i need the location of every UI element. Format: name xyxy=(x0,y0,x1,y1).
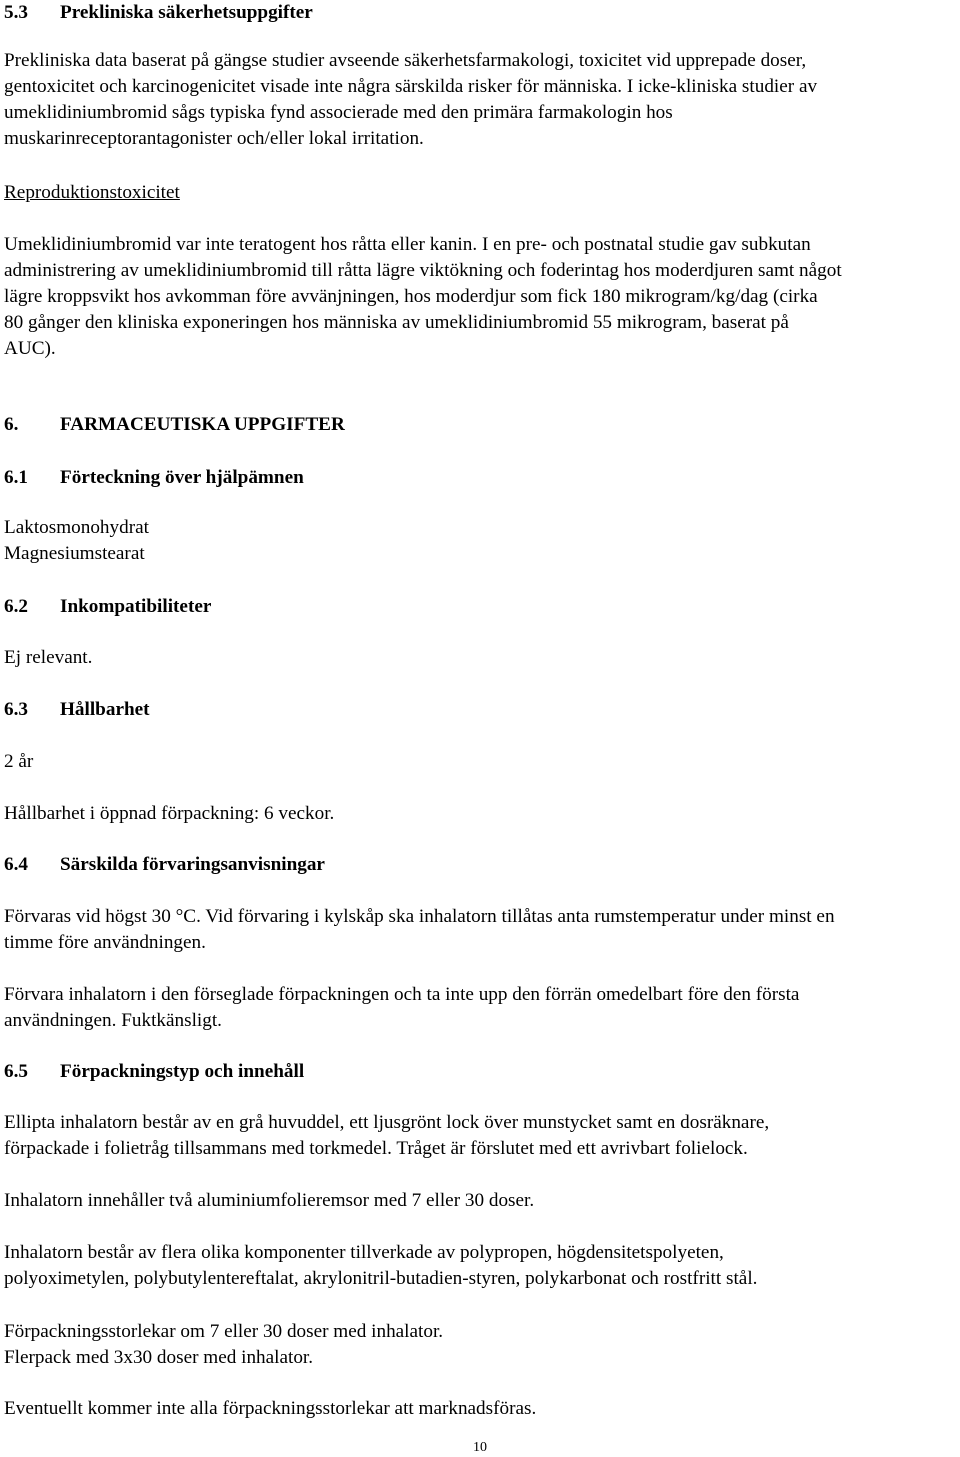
section-6-5-paragraph-4 xyxy=(4,1319,956,1371)
section-6-4-paragraph-1 xyxy=(4,904,956,956)
section-number: 6.2 xyxy=(4,596,28,617)
section-title: Inkompatibiliteter xyxy=(60,596,212,617)
text-line: administrering av umeklidiniumbromid till råtta lägre viktökning och foderintag hos moderdjuren samt något xyxy=(4,260,842,281)
text-line: Förpackningsstorlekar om 7 eller 30 doser med inhalator. xyxy=(4,1321,444,1342)
text-line: Ej relevant. xyxy=(4,647,93,668)
text-line: Hållbarhet i öppnad förpackning: 6 veckor. xyxy=(4,803,335,824)
section-6-3-shelf-life xyxy=(4,749,956,775)
text-line: Flerpack med 3x30 doser med inhalator. xyxy=(4,1347,314,1368)
text-line: Inhalatorn består av flera olika komponenter tillverkade av polypropen, högdensitetspolyeten, xyxy=(4,1242,724,1263)
section-6-1-heading xyxy=(4,465,956,491)
text-line: 80 gånger den kliniska exponeringen hos människa av umeklidiniumbromid 55 mikrogram, baserat på xyxy=(4,312,789,333)
section-6-5-paragraph-2 xyxy=(4,1188,956,1214)
text-line: Förvaras vid högst 30 °C. Vid förvaring i kylskåp ska inhalatorn tillåtas anta rumstemperatur under minst en xyxy=(4,906,835,927)
section-number: 6.3 xyxy=(4,699,28,720)
text-line: muskarinreceptorantagonister och/eller lokal irritation. xyxy=(4,128,424,149)
section-title: Förpackningstyp och innehåll xyxy=(60,1061,305,1082)
text-line: lägre kroppsvikt hos avkomman före avvänjningen, hos moderdjur som fick 180 mikrogram/kg/dag (cirka xyxy=(4,286,818,307)
subheading-text: Reproduktionstoxicitet xyxy=(4,182,180,203)
section-5-3-paragraph-2 xyxy=(4,232,956,362)
text-line: Umeklidiniumbromid var inte teratogent hos råtta eller kanin. I en pre- och postnatal studie gav subkutan xyxy=(4,234,811,255)
section-6-1-content xyxy=(4,515,956,567)
section-6-3-opened-shelf-life xyxy=(4,801,956,827)
text-line: gentoxicitet och karcinogenicitet visade inte några särskilda risker för människa. I icke-kliniska studier av xyxy=(4,76,818,97)
text-line: AUC). xyxy=(4,338,56,359)
text-line: Ellipta inhalatorn består av en grå huvuddel, ett ljusgrönt lock över munstycket samt en dosräknare, xyxy=(4,1112,770,1133)
section-5-3-paragraph-1 xyxy=(4,48,956,152)
page-number: 10 xyxy=(473,1440,487,1455)
section-6-3-heading xyxy=(4,697,956,723)
section-6-2-content xyxy=(4,645,956,671)
text-line: användningen. Fuktkänsligt. xyxy=(4,1010,222,1031)
subheading-reproduktionstoxicitet xyxy=(4,180,956,206)
section-6-5-paragraph-5 xyxy=(4,1396,956,1422)
section-6-5-paragraph-1 xyxy=(4,1110,956,1162)
section-title: FARMACEUTISKA UPPGIFTER xyxy=(60,414,345,435)
section-number: 6.4 xyxy=(4,854,28,875)
text-line: Prekliniska data baserat på gängse studier avseende säkerhetsfarmakologi, toxicitet vid upprepade doser, xyxy=(4,50,807,71)
section-number: 5.3 xyxy=(4,2,28,23)
section-number: 6. xyxy=(4,414,19,435)
section-6-2-heading xyxy=(4,594,956,620)
section-6-4-paragraph-2 xyxy=(4,982,956,1034)
text-line: förpackade i folietråg tillsammans med torkmedel. Tråget är förslutet med ett avrivbart folielock. xyxy=(4,1138,748,1159)
text-line: polyoximetylen, polybutylentereftalat, akrylonitril-butadien-styren, polykarbonat och rostfritt stål. xyxy=(4,1268,758,1289)
excipient-item: Magnesiumstearat xyxy=(4,543,145,564)
section-title: Särskilda förvaringsanvisningar xyxy=(60,854,325,875)
section-6-4-heading xyxy=(4,852,956,878)
text-line: 2 år xyxy=(4,751,34,772)
text-line: Förvara inhalatorn i den förseglade förpackningen och ta inte upp den förrän omedelbart före den första xyxy=(4,984,800,1005)
text-line: Inhalatorn innehåller två aluminiumfolieremsor med 7 eller 30 doser. xyxy=(4,1190,535,1211)
text-line: timme före användningen. xyxy=(4,932,206,953)
section-6-5-paragraph-3 xyxy=(4,1240,956,1292)
excipient-item: Laktosmonohydrat xyxy=(4,517,149,538)
section-6-5-heading xyxy=(4,1059,956,1085)
text-line: umeklidiniumbromid sågs typiska fynd associerade med den primära farmakologin hos xyxy=(4,102,673,123)
text-line: Eventuellt kommer inte alla förpackningsstorlekar att marknadsföras. xyxy=(4,1398,537,1419)
section-title: Förteckning över hjälpämnen xyxy=(60,467,304,488)
section-5-3-heading xyxy=(4,0,956,26)
section-number: 6.1 xyxy=(4,467,28,488)
section-title: Hållbarhet xyxy=(60,699,150,720)
section-title: Prekliniska säkerhetsuppgifter xyxy=(60,2,313,23)
section-number: 6.5 xyxy=(4,1061,28,1082)
section-6-heading xyxy=(4,412,956,438)
